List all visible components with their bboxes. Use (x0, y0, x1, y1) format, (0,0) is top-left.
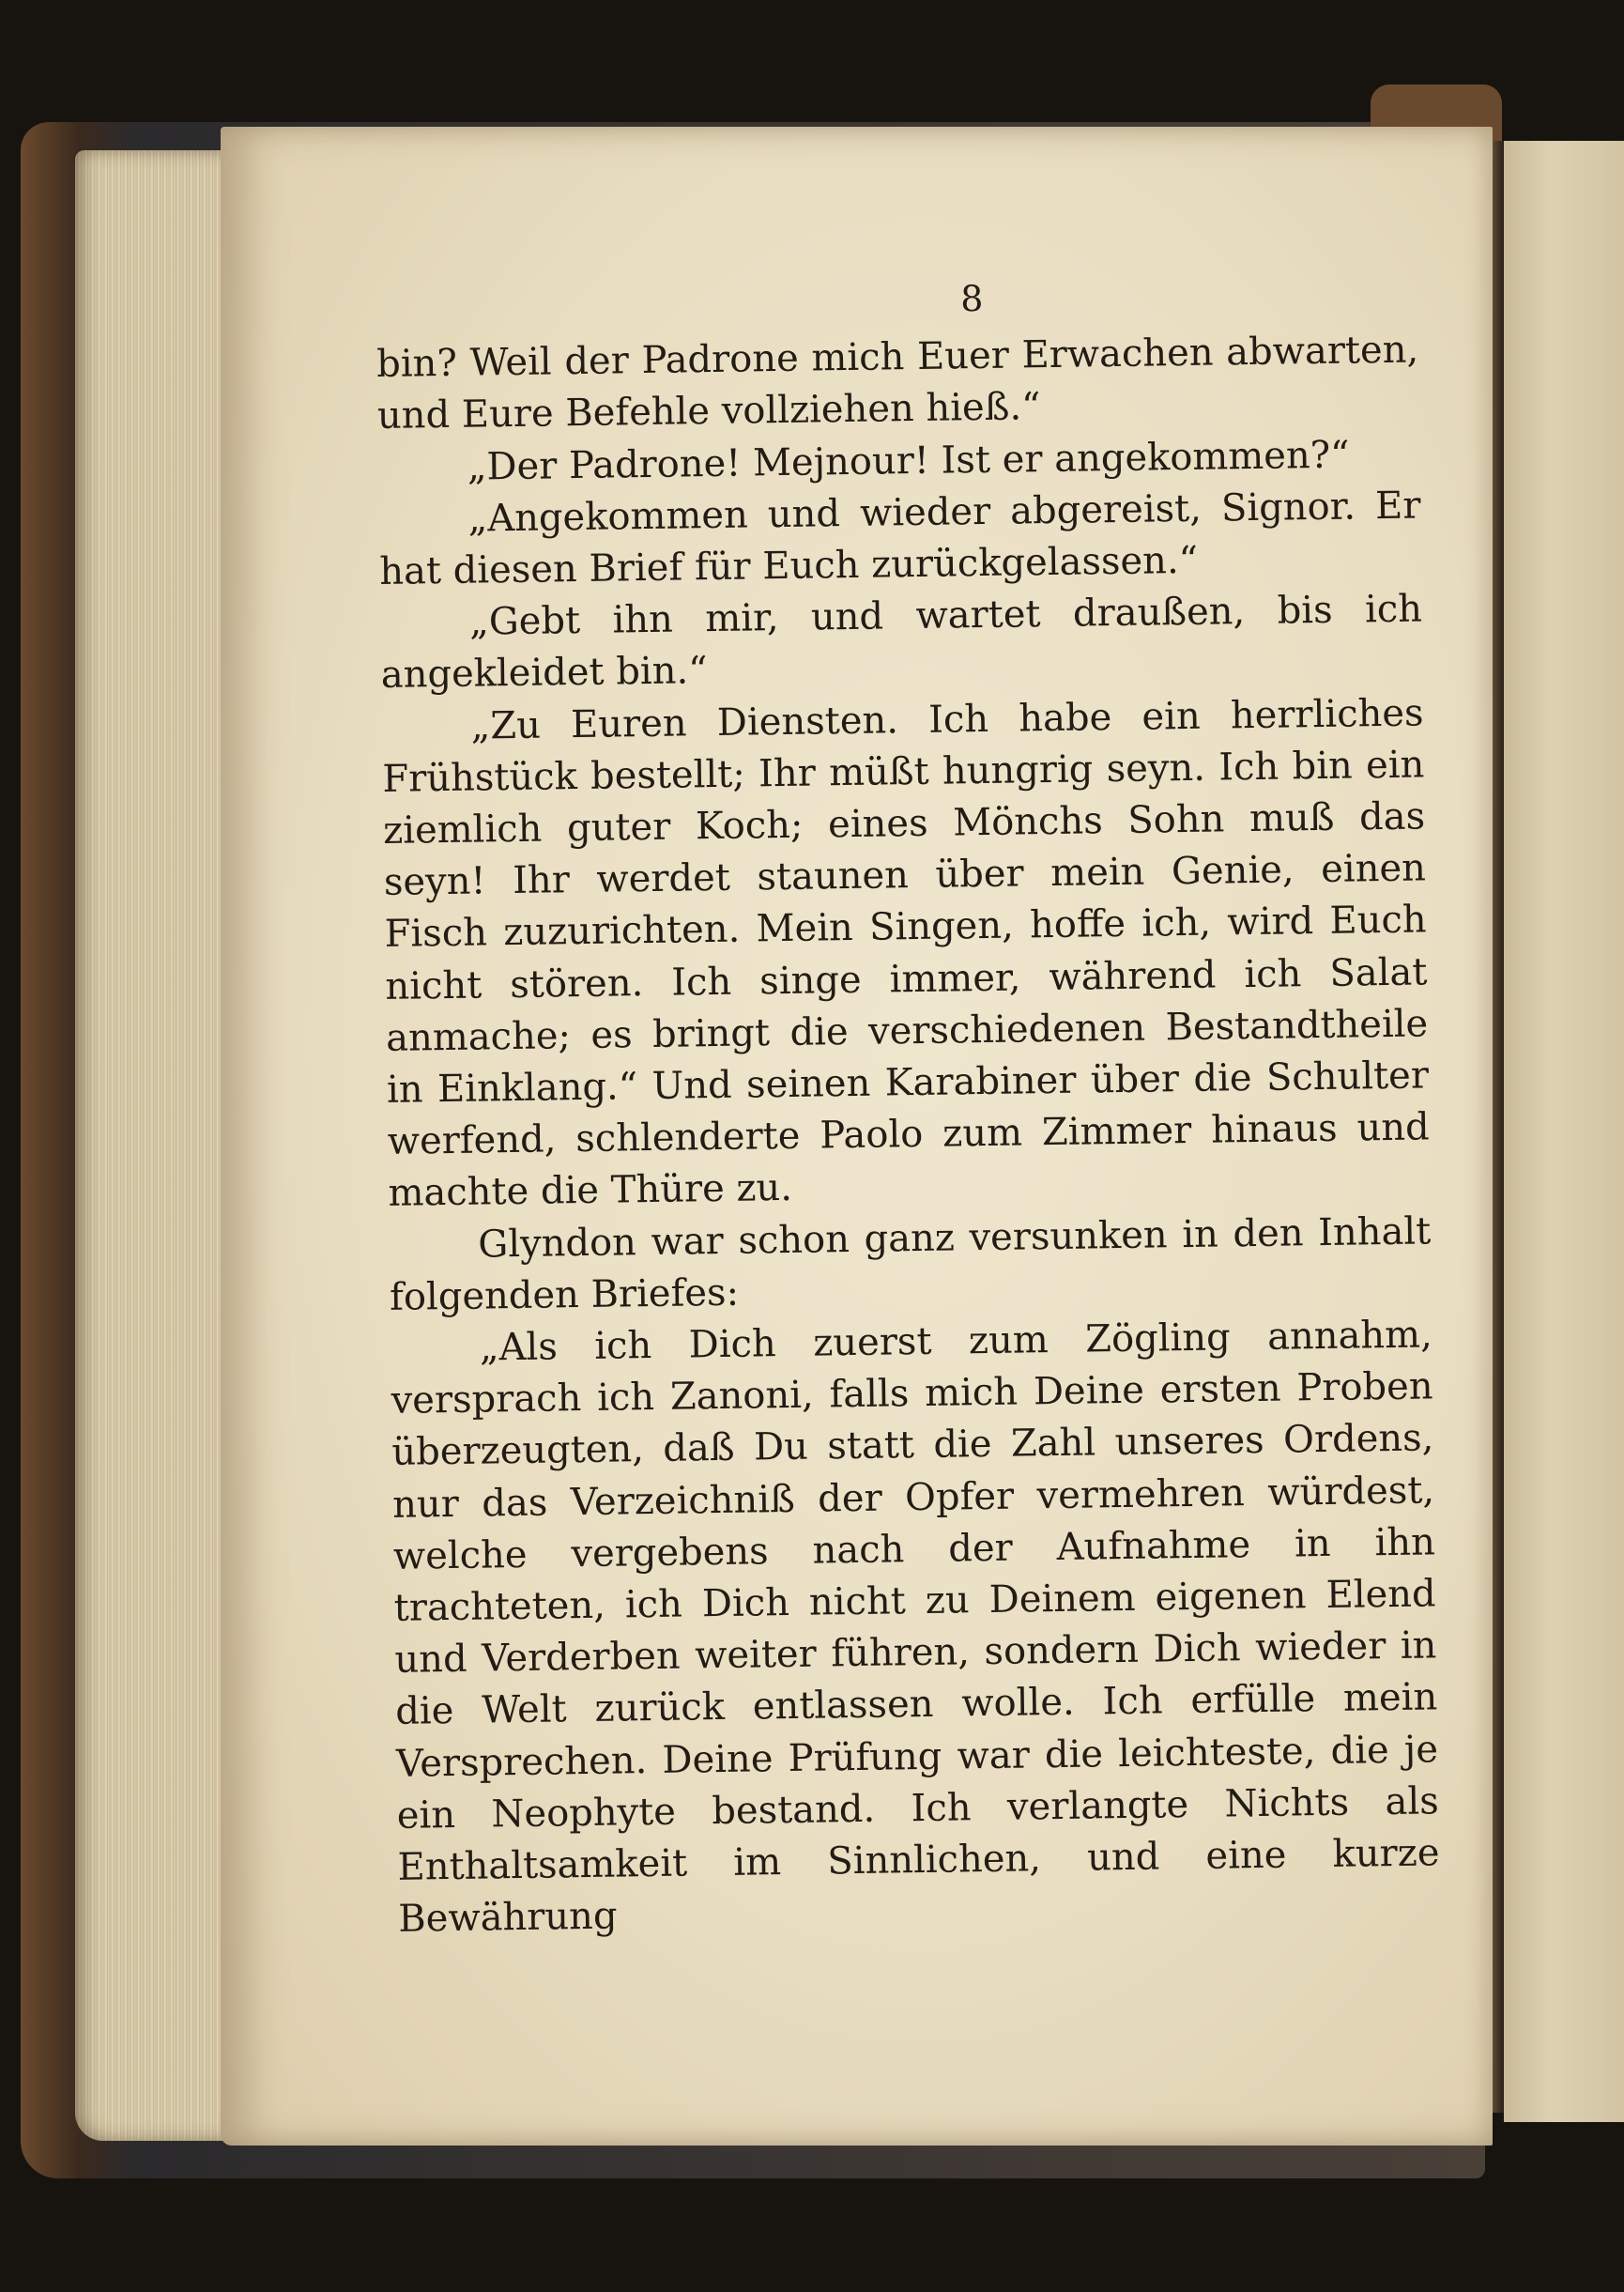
book-gutter (1493, 141, 1504, 2113)
paragraph: Glyndon war schon ganz versunken in den Inhalt folgenden Briefes: (389, 1209, 1432, 1319)
paragraph: „Angekommen und wieder abgereist, Signor. Er hat diesen Brief für Euch zurückgelassen.“ (378, 484, 1421, 593)
paragraph: bin? Weil der Padrone mich Euer Erwachen abwarten, und Eure Befehle vollziehen hieß.“ (375, 328, 1419, 438)
paragraph: „Der Padrone! Mejnour! Ist er angekommen?“ (467, 433, 1350, 489)
page-number: 8 (959, 277, 984, 320)
page-text-block (375, 268, 1441, 1946)
paragraph: „Zu Euren Diensten. Ich habe ein herrliches Frühstück bestellt; Ihr müßt hungrig seyn. Ich bin ein ziemlich guter Koch; eines Mönchs Sohn muß das seyn! Ihr werdet staunen über mein Genie, einen Fisch zuzurichten. Mein Singen, hoffe ich, wird Euch nicht stören. Ich singe immer, während ich Salat anmache; es bringt die verschiedenen Bestandtheile in Einklang.“ Und seinen Karabiner über die Schulter werfend, schlenderte Paolo zum Zimmer hinaus und machte die Thüre zu. (382, 691, 1431, 1216)
paragraph: „Gebt ihn mir, und wartet draußen, bis ich angekleidet bin.“ (380, 587, 1423, 698)
paragraph: „Als ich Dich zuerst zum Zögling annahm, versprach ich Zanoni, falls mich Deine ersten Proben überzeugten, daß Du statt die Zahl unseres Ordens, nur das Verzeichniß der Opfer vermehren würdest, welche vergebens nach der Aufnahme in ihn trachteten, ich Dich nicht zu Deinem eigenen Elend und Verderben weiter führen, sondern Dich wieder in die Welt zurück entlassen wolle. Ich erfülle mein Versprechen. Deine Prüfung war die leichteste, die je ein Neophyte bestand. Ich verlangte Nichts als Enthaltsamkeit im Sinnlichen, und eine kurze Bewährung (391, 1313, 1440, 1942)
facing-page-edge (1504, 141, 1624, 2122)
